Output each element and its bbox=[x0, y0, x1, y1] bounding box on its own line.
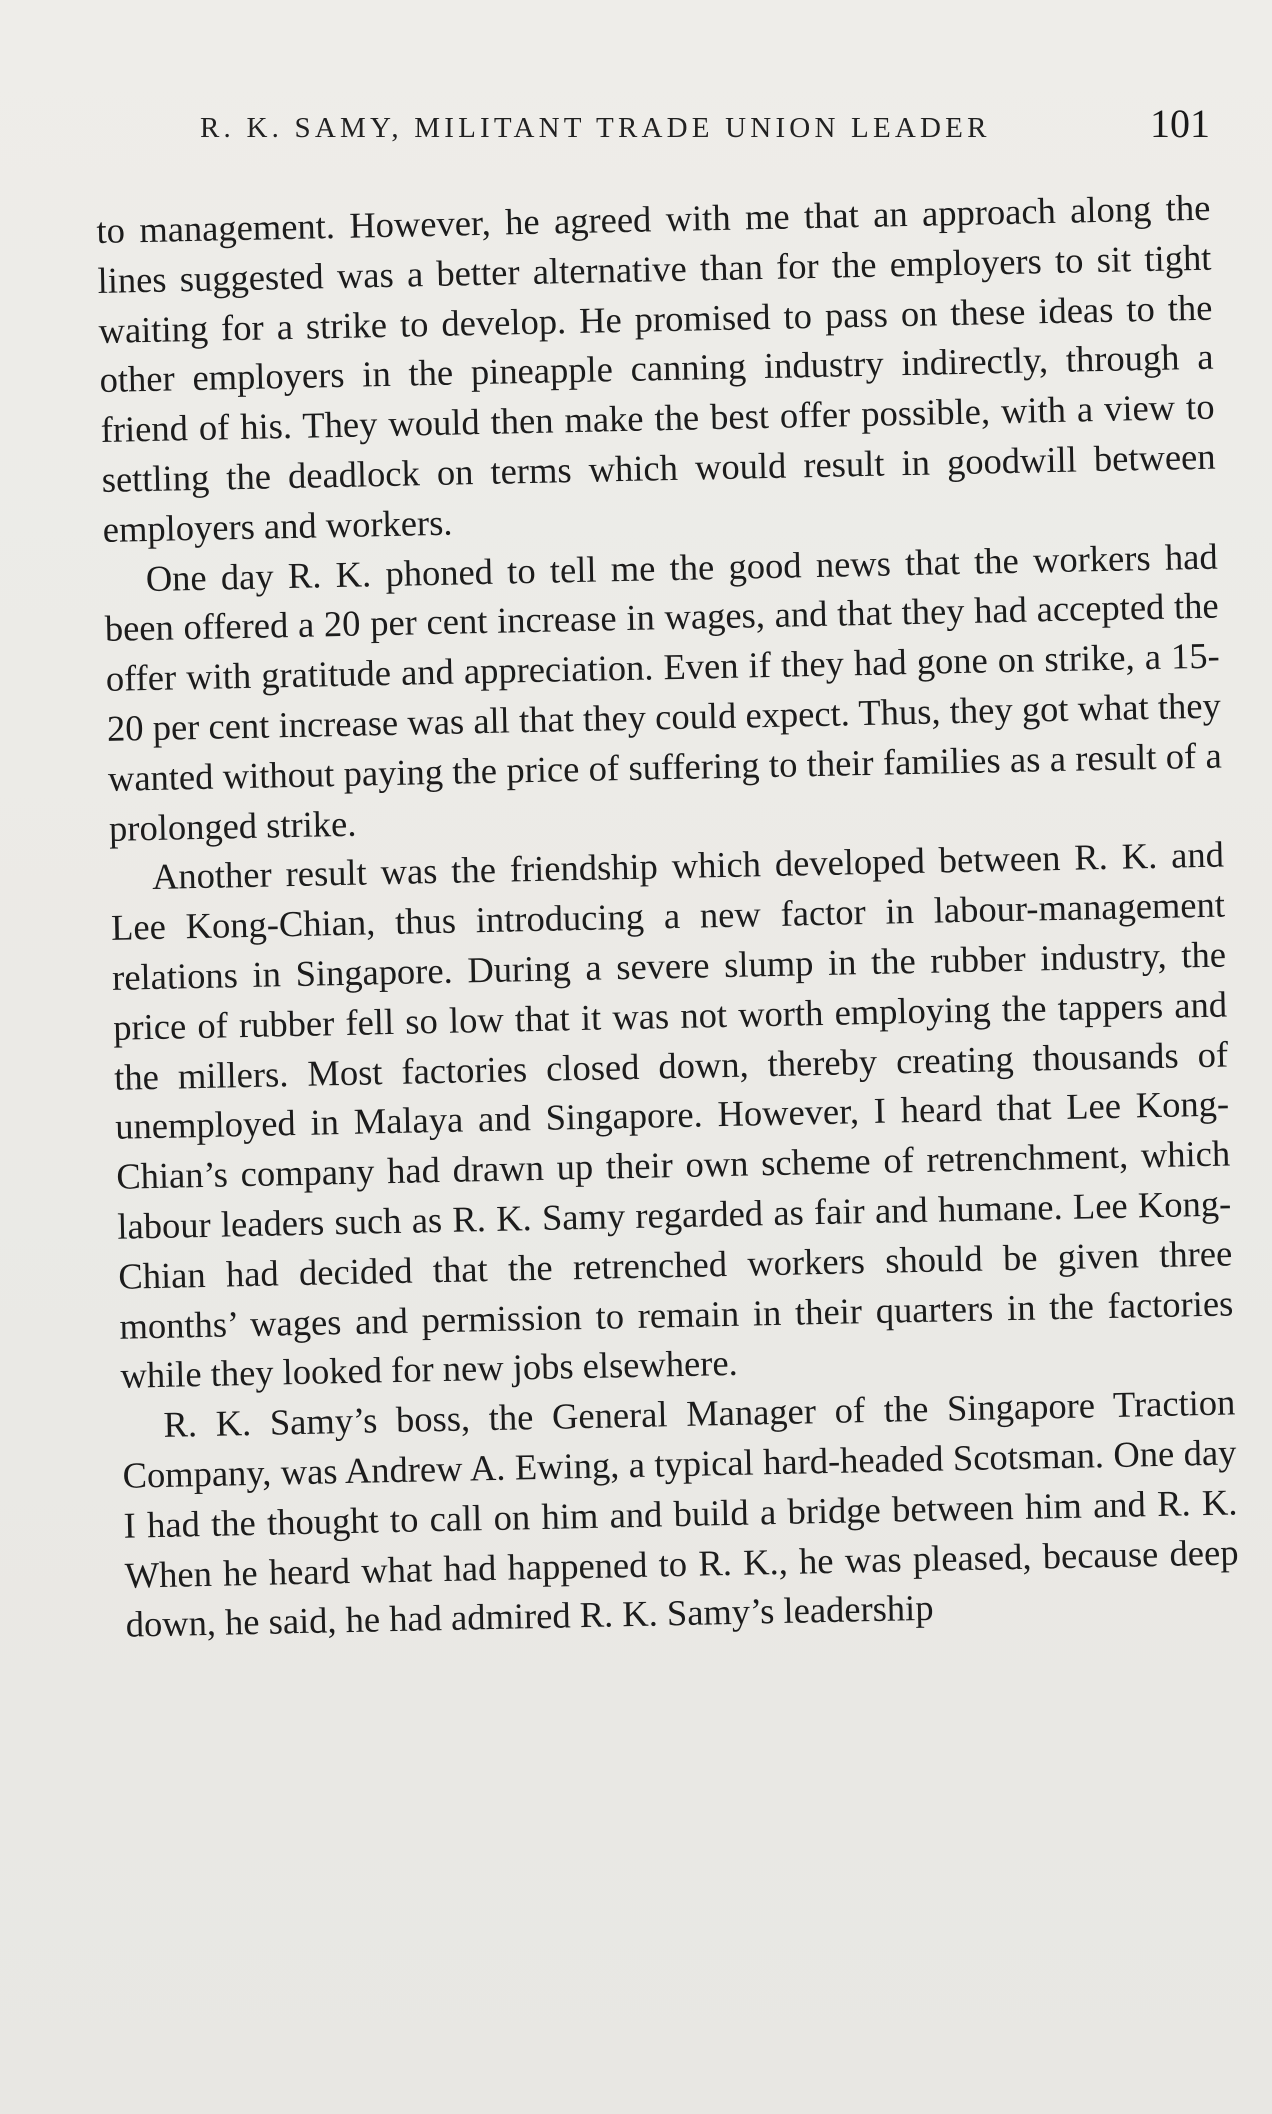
running-head bbox=[200, 100, 1210, 160]
body-text bbox=[96, 183, 1240, 1650]
paragraph-continuation: to management. However, he agreed with me that an approach along the lines suggested was a better alternative than for the employers to sit tight waiting for a strike to develop. He promised to pass on these ideas to the other employers in the pineapple canning industry indirectly, through a friend of his. They would then make the best offer possible, with a view to settling the deadlock on terms which would result in goodwill between employers and workers. bbox=[96, 186, 1216, 550]
paragraph-wage-increase: One day R. K. phoned to tell me the good news that the workers had been offered a 20 per cent increase in wages, and that they had accepted the offer with gratitude and appreciation. Even if they had gone on strike, a 15-20 per cent increase was all that they could expect. Thus, they got what they wanted without paying the price of suffering to their families as a result of a prolonged strike. bbox=[104, 535, 1223, 849]
paragraph-friendship: Another result was the friendship which developed between R. K. and Lee Kong-Chian, thus introducing a new factor in labour-management relations in Singapore. During a severe slump in the rubber industry, the price of rubber fell so low that it was not worth employing the tappers and the millers. Most factories closed down, thereby creating thousands of unemployed in Malaya and Singapore. However, I heard that Lee Kong-Chian’s company had drawn up their own scheme of retrenchment, which labour leaders such as R. K. Samy regarded as fair and humane. Lee Kong-Chian had decided that the retrenched workers should be given three months’ wages and permission to remain in their quarters in the factories while they looked for new jobs elsewhere. bbox=[110, 833, 1234, 1397]
running-title: R. K. SAMY, MILITANT TRADE UNION LEADER bbox=[200, 112, 991, 144]
page-number: 101 bbox=[1150, 101, 1210, 146]
paragraph-andrew-ewing: R. K. Samy’s boss, the General Manager of the Singapore Traction Company, was Andrew A. Ewing, a typical hard-headed Scotsman. One day I had the thought to call on him and build a bridge between him and R. K. When he heard what had happened to R. K., he was pleased, because deep down, he said, he had admired R. K. Samy’s leadership bbox=[122, 1381, 1239, 1645]
